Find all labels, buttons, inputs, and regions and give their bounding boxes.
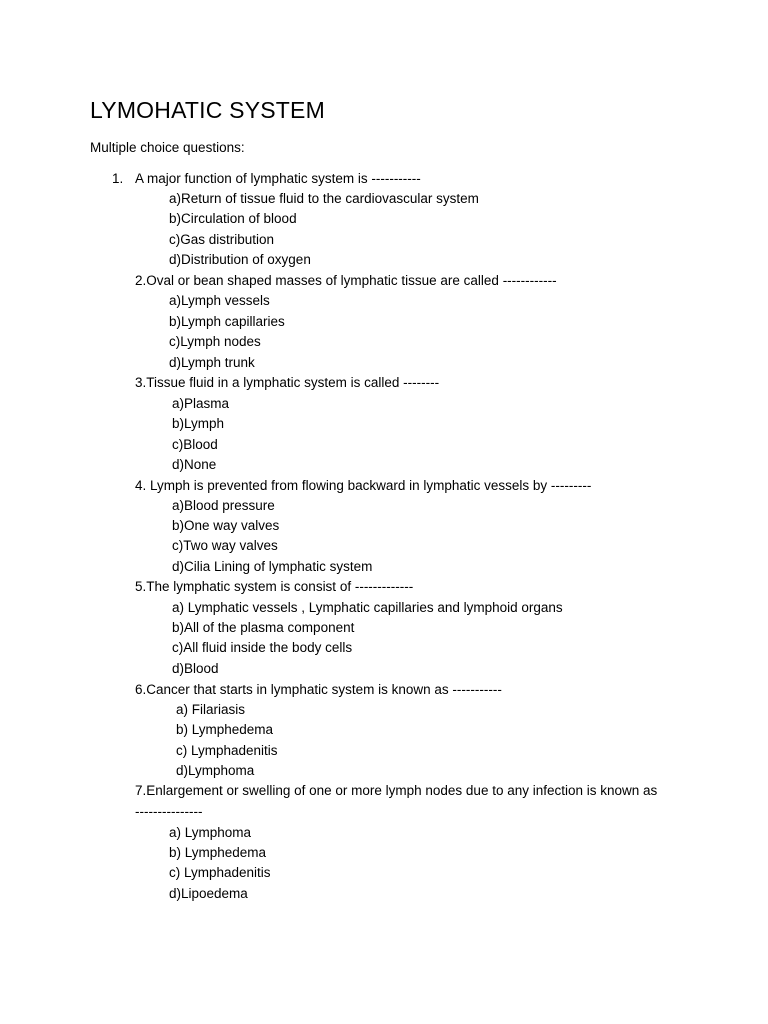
question-2-option-a: a)Lymph vessels — [169, 293, 270, 308]
question-5-option-b: b)All of the plasma component — [172, 620, 355, 635]
question-3-option-c: c)Blood — [172, 437, 218, 452]
question-4-option-d: d)Cilia Lining of lymphatic system — [172, 559, 373, 574]
question-2-option-c: c)Lymph nodes — [169, 334, 261, 349]
question-7-option-b: b) Lymphedema — [169, 845, 267, 860]
question-5-text: 5.The lymphatic system is consist of ------------- — [135, 579, 414, 594]
question-4-option-c: c)Two way valves — [172, 538, 278, 553]
question-1-option-b: b)Circulation of blood — [169, 211, 297, 226]
question-5-option-c: c)All fluid inside the body cells — [172, 640, 353, 655]
question-7-option-d: d)Lipoedema — [169, 886, 248, 901]
question-7-option-a: a) Lymphoma — [169, 825, 252, 840]
question-3-text: 3.Tissue fluid in a lymphatic system is called -------- — [135, 375, 440, 390]
question-3-option-b: b)Lymph — [172, 416, 225, 431]
question-1-number: 1. — [112, 171, 124, 186]
question-7-text: 7.Enlargement or swelling of one or more lymph nodes due to any infection is known as — [135, 783, 658, 798]
question-2-option-d: d)Lymph trunk — [169, 355, 255, 370]
question-6-text: 6.Cancer that starts in lymphatic system is known as ----------- — [135, 682, 502, 697]
question-1-text: A major function of lymphatic system is ----------- — [135, 171, 421, 186]
question-1-option-d: d)Distribution of oxygen — [169, 252, 311, 267]
question-3-option-d: d)None — [172, 457, 217, 472]
question-4-text: 4. Lymph is prevented from flowing backward in lymphatic vessels by --------- — [135, 478, 592, 493]
question-4-option-b: b)One way valves — [172, 518, 280, 533]
question-5-option-a: a) Lymphatic vessels , Lymphatic capillaries and lymphoid organs — [172, 600, 563, 615]
question-7-option-c: c) Lymphadenitis — [169, 865, 271, 880]
question-6-option-b: b) Lymphedema — [176, 722, 274, 737]
question-1-option-c: c)Gas distribution — [169, 232, 275, 247]
question-3-option-a: a)Plasma — [172, 396, 230, 411]
question-1-option-a: a)Return of tissue fluid to the cardiovascular system — [169, 191, 479, 206]
question-6-option-d: d)Lymphoma — [176, 763, 255, 778]
question-7-blank: --------------- — [135, 804, 203, 819]
question-5-option-d: d)Blood — [172, 661, 219, 676]
question-6-option-c: c) Lymphadenitis — [176, 743, 278, 758]
question-6-option-a: a) Filariasis — [176, 702, 246, 717]
question-2-option-b: b)Lymph capillaries — [169, 314, 285, 329]
section-subtitle: Multiple choice questions: — [90, 140, 245, 155]
question-4-option-a: a)Blood pressure — [172, 498, 275, 513]
page-title: LYMOHATIC SYSTEM — [90, 97, 325, 123]
question-2-text: 2.Oval or bean shaped masses of lymphatic tissue are called ------------ — [135, 273, 557, 288]
